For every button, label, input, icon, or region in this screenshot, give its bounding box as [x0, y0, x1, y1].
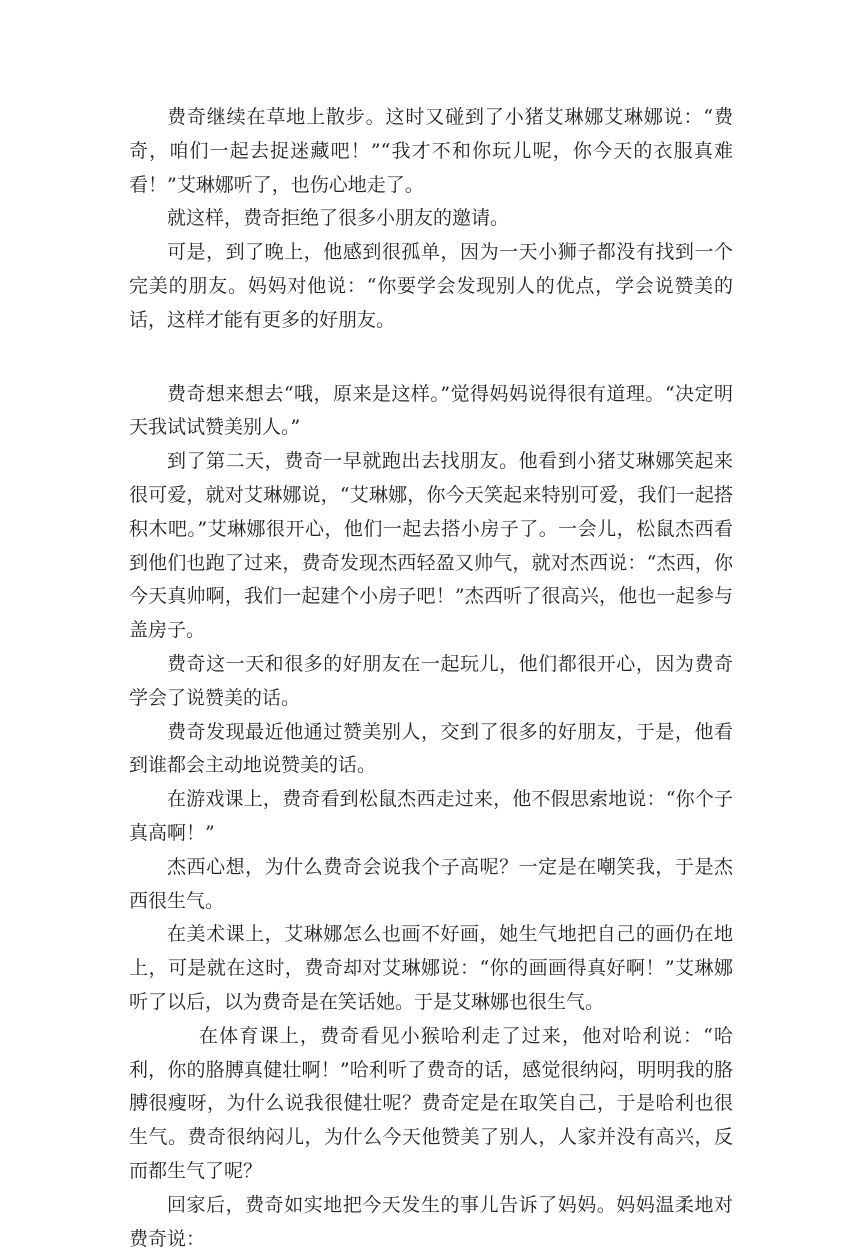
paragraph-7: 费奇发现最近他通过赞美别人，交到了很多的好朋友，于是，他看到谁都会主动地说赞美的话。 — [129, 720, 733, 777]
paragraph-4: 费奇想来想去“哦，原来是这样。”觉得妈妈说得很有道理。“决定明天我试试赞美别人。” — [129, 382, 733, 439]
paragraph-10: 在美术课上，艾琳娜怎么也画不好画，她生气地把自己的画仍在地上，可是就在这时，费奇却对艾琳娜说：“你的画画得真好啊！”艾琳娜听了以后，以为费奇是在笑话她。于是艾琳娜也很生气。 — [129, 923, 733, 1013]
story-text — [129, 101, 733, 1256]
paragraph-11: 在体育课上，费奇看见小猴哈利走了过来，他对哈利说：“哈利，你的胳膊真健壮啊！”哈利听了费奇的话，感觉很纳闷，明明我的胳膊很瘦呀，为什么说我很健壮呢？费奇定是在取笑自己，于是哈利也很生气。费奇很纳闷儿，为什么今天他赞美了别人，人家并没有高兴，反而都生气了呢？ — [129, 1024, 733, 1182]
paragraph-1: 费奇继续在草地上散步。这时又碰到了小猪艾琳娜艾琳娜说：“费奇，咱们一起去捉迷藏吧！”“我才不和你玩儿呢，你今天的衣服真难看！”艾琳娜听了，也伤心地走了。 — [129, 106, 733, 196]
paragraph-5: 到了第二天，费奇一早就跑出去找朋友。他看到小猪艾琳娜笑起来很可爱，就对艾琳娜说，“艾琳娜，你今天笑起来特别可爱，我们一起搭积木吧。”艾琳娜很开心，他们一起去搭小房子了。一会儿，松鼠杰西看到他们也跑了过来，费奇发现杰西轻盈又帅气，就对杰西说：“杰西，你今天真帅啊，我们一起建个小房子吧！”杰西听了很高兴，他也一起参与盖房子。 — [129, 450, 733, 642]
paragraph-2: 就这样，费奇拒绝了很多小朋友的邀请。 — [167, 207, 510, 230]
paragraph-12: 回家后，费奇如实地把今天发生的事儿告诉了妈妈。妈妈温柔地对费奇说： — [129, 1193, 733, 1250]
paragraph-3: 可是，到了晚上，他感到很孤单，因为一天小狮子都没有找到一个完美的朋友。妈妈对他说：“你要学会发现别人的优点，学会说赞美的话，这样才能有更多的好朋友。 — [129, 241, 733, 331]
paragraph-8: 在游戏课上，费奇看到松鼠杰西走过来，他不假思索地说：“你个子真高啊！” — [129, 788, 733, 844]
paragraph-9: 杰西心想，为什么费奇会说我个子高呢？一定是在嘲笑我，于是杰西很生气。 — [129, 855, 733, 912]
paragraph-6: 费奇这一天和很多的好朋友在一起玩儿，他们都很开心，因为费奇学会了说赞美的话。 — [129, 652, 733, 709]
